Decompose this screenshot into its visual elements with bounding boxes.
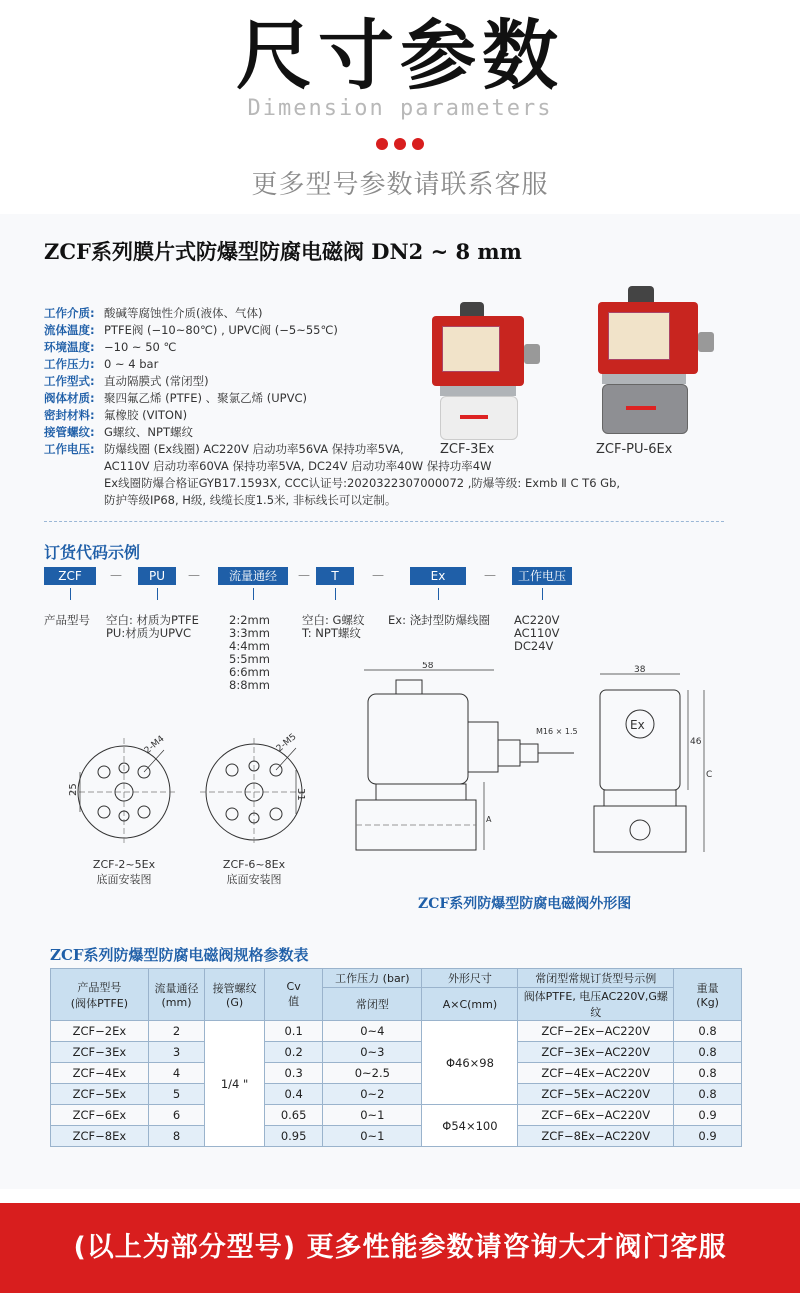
cell-model: ZCF−4Ex	[51, 1063, 149, 1084]
header-pressure: 工作压力 (bar)	[323, 969, 422, 988]
page-subtitle: Dimension parameters	[247, 96, 553, 121]
cell-example: ZCF−3Ex−AC220V	[518, 1042, 674, 1063]
spec-row	[44, 322, 338, 339]
spec-row	[44, 441, 404, 458]
cell-flow: 8	[148, 1126, 204, 1147]
cell-cv: 0.3	[265, 1063, 323, 1084]
cell-pressure: 0~2.5	[323, 1063, 422, 1084]
table-row	[51, 1126, 742, 1147]
order-desc-line: T: NPT螺纹	[302, 626, 361, 640]
spec-key: 阀体材质:	[44, 391, 95, 405]
cell-model: ZCF−3Ex	[51, 1042, 149, 1063]
footer-text: (以上为部分型号) 更多性能参数请咨询大才阀门客服	[73, 1232, 727, 1263]
decorative-dots	[376, 138, 424, 152]
spec-value: 氟橡胶 (VITON)	[104, 408, 188, 422]
cell-size: Φ54×100	[422, 1105, 518, 1147]
order-box-voltage: 工作电压	[512, 567, 572, 585]
order-desc-line: AC220V	[514, 613, 560, 627]
cell-weight: 0.8	[674, 1021, 742, 1042]
order-desc-line: 8:8mm	[229, 678, 270, 692]
order-desc-line: 2:2mm	[229, 613, 270, 627]
spec-value: 聚四氟乙烯 (PTFE) 、聚氯乙烯 (UPVC)	[104, 391, 308, 405]
header-size: 外形尺寸	[422, 969, 518, 988]
spec-key: 流体温度:	[44, 323, 95, 337]
cell-pressure: 0~1	[323, 1105, 422, 1126]
cell-flow: 6	[148, 1105, 204, 1126]
order-box-thread: T	[316, 567, 354, 585]
drawing-caption	[190, 858, 318, 887]
outline-title: ZCF系列防爆型防腐电磁阀外形图	[418, 896, 632, 912]
order-box-flow: 流量通经	[218, 567, 288, 585]
spec-value: 酸碱等腐蚀性介质(液体、气体)	[104, 306, 263, 320]
header-cv: Cv 值	[265, 969, 323, 1021]
cell-pressure: 0~2	[323, 1084, 422, 1105]
front-drawing	[580, 662, 750, 882]
drawing-caption-line: 底面安装图	[226, 873, 282, 886]
order-connector	[253, 588, 254, 600]
header-example-sub: 阀体PTFE, 电压AC220V,G螺纹	[518, 988, 674, 1021]
cell-weight: 0.9	[674, 1105, 742, 1126]
cell-weight: 0.8	[674, 1042, 742, 1063]
table-title: ZCF系列防爆型防腐电磁阀规格参数表	[50, 946, 309, 964]
order-desc-material	[106, 614, 199, 640]
cell-cv: 0.2	[265, 1042, 323, 1063]
spec-key: 环境温度:	[44, 340, 95, 354]
spec-row	[44, 390, 307, 407]
order-desc-line: 6:6mm	[229, 665, 270, 679]
order-separator: —	[188, 568, 200, 582]
spec-value: PTFE阀 (−10~80℃) , UPVC阀 (−5~55℃)	[104, 323, 338, 337]
order-connector	[157, 588, 158, 600]
bottom-drawing-2	[190, 728, 318, 856]
cell-example: ZCF−6Ex−AC220V	[518, 1105, 674, 1126]
cell-size: Φ46×98	[422, 1021, 518, 1105]
cell-weight: 0.8	[674, 1084, 742, 1105]
dot-icon	[412, 138, 424, 150]
spec-cont: 防护等级IP68, H级, 线缆长度1.5米, 非标线长可以定制。	[104, 493, 397, 507]
cell-weight: 0.9	[674, 1126, 742, 1147]
order-box-model: ZCF	[44, 567, 96, 585]
side-drawing	[344, 662, 584, 882]
order-desc-voltage	[514, 614, 560, 653]
cell-model: ZCF−5Ex	[51, 1084, 149, 1105]
dim-label: 25	[68, 783, 79, 796]
order-title: 订货代码示例	[44, 543, 141, 562]
order-desc-line: AC110V	[514, 626, 560, 640]
table-row	[51, 1063, 742, 1084]
ex-label: Ex	[630, 718, 645, 732]
spec-key: 密封材料:	[44, 408, 95, 422]
order-connector	[438, 588, 439, 600]
dim-label: C	[706, 770, 713, 780]
cell-cv: 0.65	[265, 1105, 323, 1126]
dot-icon	[394, 138, 406, 150]
table-row	[51, 1105, 742, 1126]
table-row	[51, 1084, 742, 1105]
spec-table	[50, 968, 742, 1147]
product-image-zcf-3ex	[420, 302, 550, 442]
cell-cv: 0.1	[265, 1021, 323, 1042]
order-desc-model: 产品型号	[44, 613, 90, 627]
cell-example: ZCF−8Ex−AC220V	[518, 1126, 674, 1147]
thread-label: M16 × 1.5	[536, 727, 578, 736]
order-connector	[335, 588, 336, 600]
spec-row	[44, 305, 262, 322]
spec-value: 直动隔膜式 (常闭型)	[104, 374, 209, 388]
spec-row	[44, 356, 158, 373]
spec-key: 工作压力:	[44, 357, 95, 371]
dim-label: 58	[422, 662, 434, 671]
cell-cv: 0.95	[265, 1126, 323, 1147]
cell-example: ZCF−5Ex−AC220V	[518, 1084, 674, 1105]
product-image-zcf-pu-6ex	[592, 286, 732, 436]
spec-cont: AC110V 启动功率60VA 保持功率5VA, DC24V 启动功率40W 保持功率4W	[104, 459, 492, 473]
order-separator: —	[484, 568, 496, 582]
cell-example: ZCF−2Ex−AC220V	[518, 1021, 674, 1042]
table-row	[51, 1042, 742, 1063]
order-desc-line: 3:3mm	[229, 626, 270, 640]
spec-key: 工作型式:	[44, 374, 95, 388]
order-connector	[542, 588, 543, 600]
spec-key: 工作介质:	[44, 306, 95, 320]
cell-model: ZCF−6Ex	[51, 1105, 149, 1126]
dim-label: 38	[634, 665, 646, 675]
spec-row	[44, 424, 193, 441]
divider	[44, 521, 724, 522]
order-desc-line: 5:5mm	[229, 652, 270, 666]
order-desc-line: 空白: G螺纹	[302, 613, 365, 627]
cell-cv: 0.4	[265, 1084, 323, 1105]
drawing-caption-line: 底面安装图	[96, 873, 152, 886]
cell-flow: 2	[148, 1021, 204, 1042]
order-box-material: PU	[138, 567, 176, 585]
spec-key: 工作电压:	[44, 442, 95, 456]
spec-row	[44, 407, 187, 424]
cell-weight: 0.8	[674, 1063, 742, 1084]
drawing-caption-line: ZCF-2~5Ex	[92, 858, 156, 871]
cell-example: ZCF−4Ex−AC220V	[518, 1063, 674, 1084]
spec-row	[44, 373, 209, 390]
screw-label: 2-M4	[142, 734, 167, 757]
order-desc-thread	[302, 614, 364, 640]
dim-label: 46	[690, 737, 702, 747]
order-separator: —	[298, 568, 310, 582]
product-title: ZCF系列膜片式防爆型防腐电磁阀 DN2 ~ 8 mm	[44, 239, 522, 264]
header-thread: 接管螺纹 (G)	[205, 969, 265, 1021]
drawing-caption	[60, 858, 188, 887]
header-pressure-sub: 常闭型	[323, 988, 422, 1021]
cell-pressure: 0~4	[323, 1021, 422, 1042]
page-title: 尺寸参数	[236, 11, 564, 100]
cell-flow: 5	[148, 1084, 204, 1105]
order-separator: —	[372, 568, 384, 582]
header-flow: 流量通径 (mm)	[148, 969, 204, 1021]
order-desc-line: DC24V	[514, 639, 554, 653]
order-desc-flow	[229, 614, 270, 692]
order-desc-line: 4:4mm	[229, 639, 270, 653]
cell-model: ZCF−8Ex	[51, 1126, 149, 1147]
drawing-caption-line: ZCF-6~8Ex	[222, 858, 286, 871]
dim-label: A	[486, 815, 492, 824]
spec-cont: Ex线圈防爆合格证GYB17.1593X, CCC认证号:2020322307000072 ,防爆等级: Exmb Ⅱ C T6 Gb,	[104, 476, 621, 490]
cell-thread: 1/4 "	[205, 1021, 265, 1147]
header-model: 产品型号 (阀体PTFE)	[51, 969, 149, 1021]
bottom-drawing-1	[60, 728, 188, 856]
cell-model: ZCF−2Ex	[51, 1021, 149, 1042]
dot-icon	[376, 138, 388, 150]
header-example: 常闭型常规订货型号示例	[518, 969, 674, 988]
more-models-text: 更多型号参数请联系客服	[251, 170, 549, 200]
screw-label: 2-M5	[274, 732, 299, 755]
order-desc-line: PU:材质为UPVC	[106, 626, 191, 640]
spec-value: −10 ~ 50 ℃	[104, 340, 177, 354]
spec-row	[44, 339, 176, 356]
spec-value: 0 ~ 4 bar	[104, 357, 159, 371]
table-row	[51, 1021, 742, 1042]
cell-flow: 4	[148, 1063, 204, 1084]
product-caption: ZCF-PU-6Ex	[596, 442, 673, 457]
spec-value: G螺纹、NPT螺纹	[104, 425, 193, 439]
cell-flow: 3	[148, 1042, 204, 1063]
order-separator: —	[110, 568, 122, 582]
order-connector	[70, 588, 71, 600]
cell-pressure: 0~1	[323, 1126, 422, 1147]
header-size-sub: A×C(mm)	[422, 988, 518, 1021]
dim-label: 31	[295, 788, 306, 801]
header-weight: 重量 (Kg)	[674, 969, 742, 1021]
spec-key: 接管螺纹:	[44, 425, 95, 439]
order-desc-coil: Ex: 浇封型防爆线圈	[388, 613, 491, 627]
cell-pressure: 0~3	[323, 1042, 422, 1063]
spec-value: 防爆线圈 (Ex线圈) AC220V 启动功率56VA 保持功率5VA,	[104, 442, 404, 456]
product-caption: ZCF-3Ex	[440, 442, 495, 457]
order-desc-line: 空白: 材质为PTFE	[106, 613, 199, 627]
order-box-coil: Ex	[410, 567, 466, 585]
